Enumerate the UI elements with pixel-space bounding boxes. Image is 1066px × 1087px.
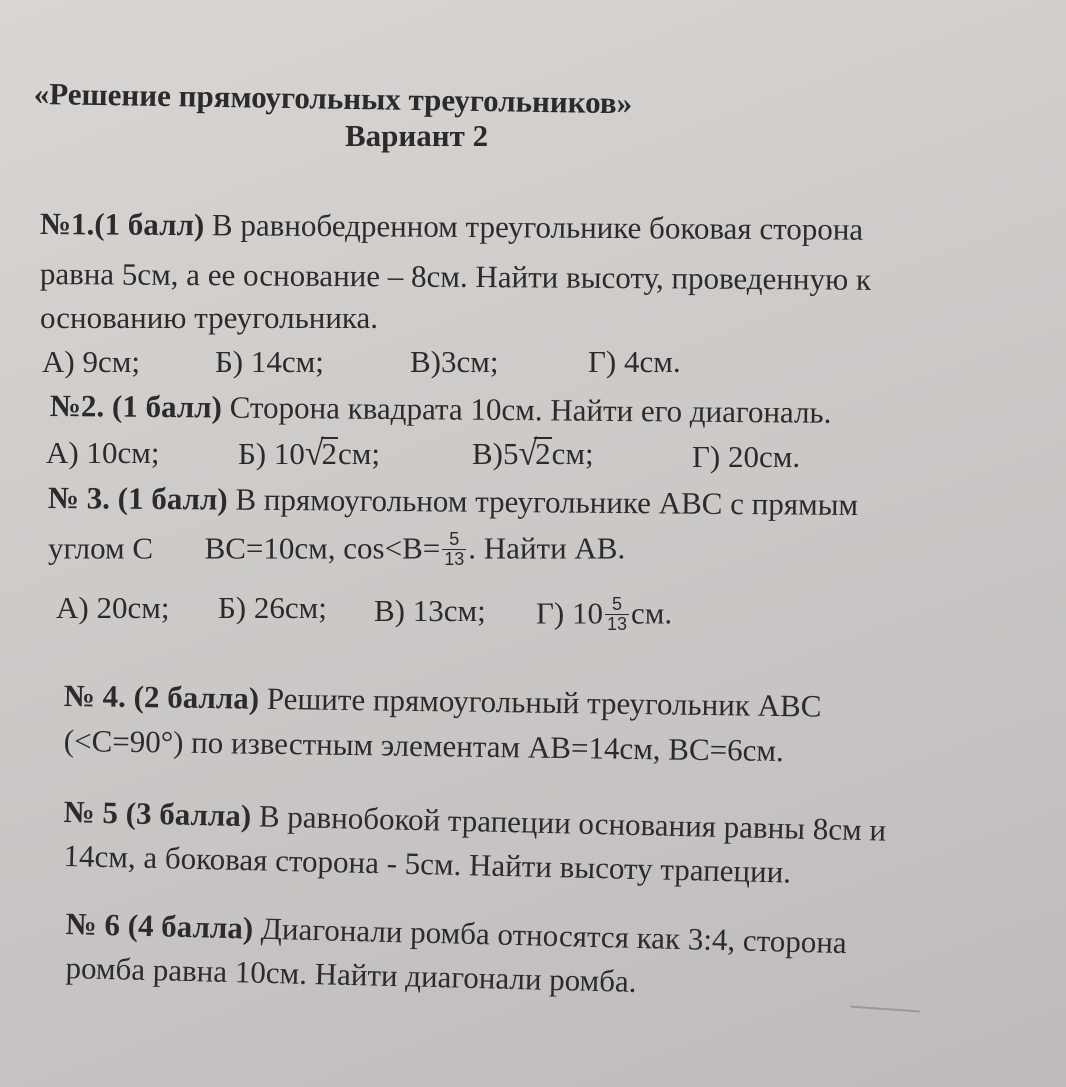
sqrt-symbol: √2 [304, 434, 338, 473]
problem-2-text: Сторона квадрата 10см. Найти его диагональ. [229, 389, 832, 430]
problem-4-text-1: Решите прямоугольный треугольник АВС [266, 680, 822, 724]
problem-2-option-d: Г) 20см. [692, 439, 801, 474]
problem-2-option-c-prefix: В)5 [472, 436, 519, 471]
problem-3-line-2 [48, 529, 626, 571]
problem-2-option-b-prefix: Б) 10 [238, 436, 305, 471]
problem-3-text-2a: углом С [48, 530, 154, 566]
problem-1-option-d: Г) 4см. [588, 344, 681, 379]
problem-6-line-2: ромба равна 10см. Найти диагонали ромба. [65, 950, 637, 999]
problem-4-line-2: (<C=90°) по известным элементам АВ=14см, ВС=6см. [63, 723, 785, 769]
problem-5-line-1 [63, 796, 886, 846]
problem-3-text-2c: . Найти АВ. [468, 530, 626, 566]
problem-3-option-a: А) 20см; [56, 590, 170, 625]
problem-1-option-a: А) 9см; [42, 344, 140, 379]
problem-5-text-1: В равнобокой трапеции основания равны 8см и [258, 798, 887, 848]
problem-4-number: № 4. (2 балла) [63, 678, 260, 716]
problem-1-line-2: равна 5см, а ее основание – 8см. Найти высоту, проведенную к [39, 256, 872, 297]
problem-1-line-1 [40, 208, 863, 245]
problem-1-option-c: В)3см; [410, 344, 499, 379]
worksheet-title: «Решение прямоугольных треугольников» [33, 76, 633, 121]
problem-1-text-1: В равнобедренном треугольнике боковая сторона [211, 207, 864, 247]
problem-5-number: № 5 (3 балла) [63, 794, 252, 834]
problem-1-option-b: Б) 14см; [215, 344, 324, 379]
problem-3-option-d [536, 594, 673, 636]
problem-6-line-1 [65, 906, 848, 961]
problem-3-option-b: Б) 26см; [218, 590, 327, 625]
problem-3-text-1: В прямоугольном треугольнике АВС с прямым [235, 481, 859, 523]
problem-3-option-d-prefix: Г) 10 [536, 595, 603, 631]
problem-2-line [50, 390, 832, 428]
problem-4-line-1 [64, 680, 822, 722]
sqrt-symbol: √2 [518, 434, 551, 473]
problem-2-option-a: А) 10см; [46, 435, 160, 470]
problem-1-line-3: основанию треугольника. [40, 300, 379, 335]
problem-3-text-2b: ВС=10см, cos<B= [204, 530, 441, 566]
problem-3-option-d-suffix: см. [631, 595, 673, 631]
problem-2-option-b [238, 434, 381, 473]
problem-3-number: № 3. (1 балл) [47, 480, 228, 517]
pen-mark [850, 1006, 920, 1013]
problem-2-option-c-suffix: см; [551, 436, 594, 471]
problem-2-option-b-radicand: 2 [321, 436, 338, 471]
problem-2-option-c [472, 434, 594, 473]
problem-3-option-c: В) 13см; [374, 593, 486, 628]
problem-6-number: № 6 (4 балла) [65, 906, 254, 946]
cos-fraction: $\frac{5}{13}$ [444, 529, 465, 569]
problem-5-line-2: 14см, а боковая сторона - 5см. Найти высоту трапеции. [63, 838, 792, 890]
option-d-fraction: $\frac{5}{13}$ [607, 594, 628, 634]
variant-label: Вариант 2 [345, 118, 489, 153]
problem-2-number: №2. (1 балл) [49, 388, 223, 425]
problem-2-option-c-radicand: 2 [535, 436, 551, 471]
problem-6-text-1: Диагонали ромба относятся как 3:4, сторона [260, 910, 848, 961]
problem-2-option-b-suffix: см; [338, 436, 381, 471]
problem-3-line-1 [47, 480, 859, 523]
problem-1-number: №1.(1 балл) [39, 206, 205, 243]
